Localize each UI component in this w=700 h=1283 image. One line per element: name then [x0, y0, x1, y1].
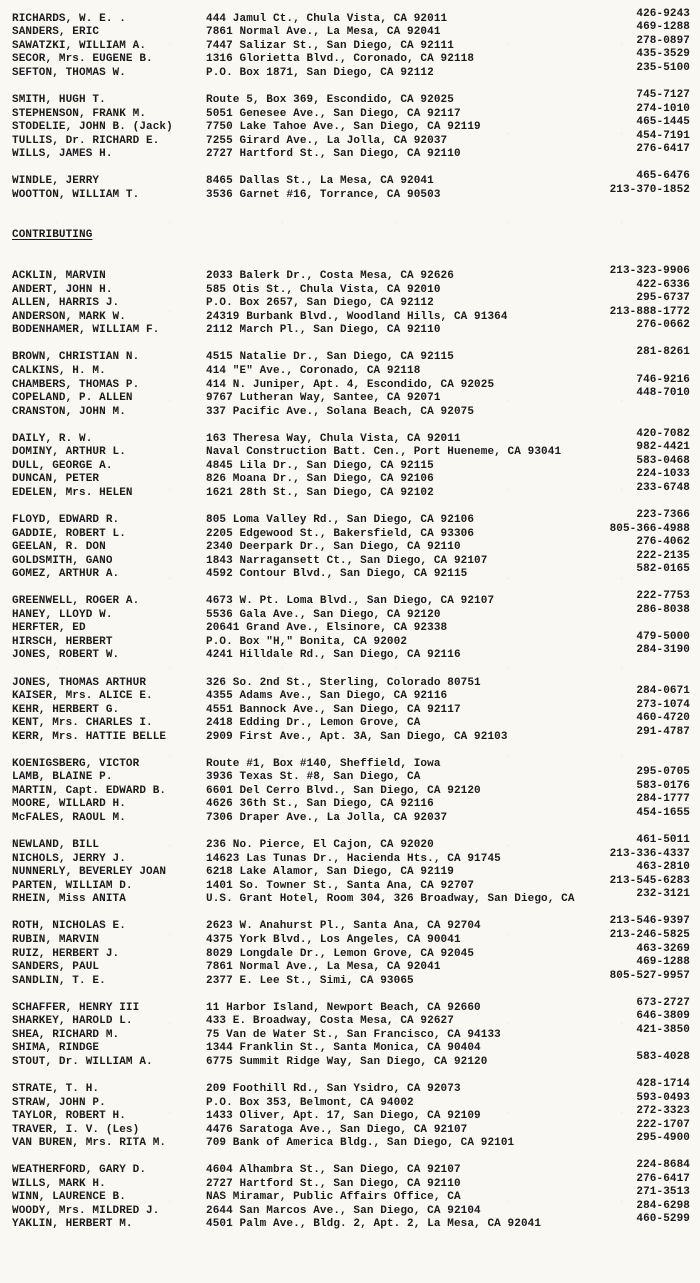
member-phone: 469-1288: [636, 21, 690, 34]
member-name: KOENIGSBERG, VICTOR: [12, 757, 140, 770]
member-name: ALLEN, HARRIS J.: [12, 297, 120, 310]
member-address: 6601 Del Cerro Blvd., San Diego, CA 92120: [206, 784, 481, 797]
member-name: RUBIN, MARVIN: [12, 933, 100, 946]
member-phone: 222-2135: [636, 549, 690, 562]
member-name: KAISER, Mrs. ALICE E.: [12, 690, 153, 703]
member-address: 14623 Las Tunas Dr., Hacienda Hts., CA 91745: [206, 852, 501, 865]
member-name: CRANSTON, JOHN M.: [12, 405, 126, 418]
member-address: 75 Van de Water St., San Francisco, CA 94133: [206, 1028, 501, 1041]
member-address: 2727 Hartford St., San Diego, CA 92110: [206, 148, 461, 161]
member-phone: 593-0493: [636, 1091, 690, 1104]
member-address: 4375 York Blvd., Los Angeles, CA 90041: [206, 933, 461, 946]
member-name: WOOTTON, WILLIAM T.: [12, 188, 140, 201]
directory-group: [0, 834, 700, 906]
member-address: 709 Bank of America Bldg., San Diego, CA 92101: [206, 1137, 515, 1150]
member-address: 7447 Salizar St., San Diego, CA 92111: [206, 39, 454, 52]
member-name: WINN, LAURENCE B.: [12, 1191, 126, 1204]
member-address: 5536 Gala Ave., San Diego, CA 92120: [206, 608, 441, 621]
member-phone: 213-336-4337: [609, 847, 690, 860]
member-address: 1843 Narragansett Ct., San Diego, CA 92107: [206, 554, 488, 567]
member-address: 4845 Lila Dr., San Diego, CA 92115: [206, 459, 434, 472]
member-name: TULLIS, Dr. RICHARD E.: [12, 134, 160, 147]
member-name: HIRSCH, HERBERT: [12, 635, 113, 648]
directory-group: [0, 590, 700, 663]
member-name: SANDLIN, T. E.: [12, 974, 106, 987]
member-phone: 435-3529: [636, 48, 690, 61]
member-address: 1316 Glorietta Blvd., Coronado, CA 92118: [206, 53, 475, 66]
member-name: ANDERSON, MARK W.: [12, 310, 126, 323]
member-phone: 284-1777: [636, 793, 690, 806]
member-phone: 583-0468: [636, 454, 690, 467]
directory-row: [0, 405, 700, 419]
member-address: 4626 36th St., San Diego, CA 92116: [206, 798, 434, 811]
member-address: 2340 Deerpark Dr., San Diego, CA 92110: [206, 541, 461, 554]
member-name: MOORE, WILLARD H.: [12, 798, 126, 811]
directory-row: [0, 725, 700, 744]
member-name: STRATE, T. H.: [12, 1082, 100, 1095]
member-address: 2727 Hartford St., San Diego, CA 92110: [206, 1177, 461, 1190]
member-phone: 213-323-9906: [609, 265, 690, 278]
member-phone: 213-888-1772: [609, 305, 690, 318]
directory-row: [0, 603, 700, 622]
member-phone: 272-3323: [636, 1105, 690, 1118]
member-phone: 469-1288: [636, 956, 690, 969]
member-name: WILLS, JAMES H.: [12, 148, 113, 161]
directory-row: [0, 1132, 700, 1150]
directory-row: [0, 1213, 700, 1232]
member-name: JONES, ROBERT W.: [12, 649, 120, 662]
member-address: 8029 Longdale Dr., Lemon Grove, CA 92045: [206, 947, 475, 960]
member-name: SHIMA, RINDGE: [12, 1042, 100, 1055]
member-phone: 284-3190: [636, 644, 690, 657]
member-address: 6218 Lake Alamor, San Diego, CA 92119: [206, 866, 454, 879]
member-address: 8465 Dallas St., La Mesa, CA 92041: [206, 175, 434, 188]
directory-row: [0, 807, 700, 825]
member-phone: 465-6476: [636, 170, 690, 183]
member-address: 6775 Summit Ridge Way, San Diego, CA 92120: [206, 1055, 488, 1068]
directory-group: [0, 1077, 700, 1150]
member-name: BODENHAMER, WILLIAM F.: [12, 324, 160, 337]
member-name: WEATHERFORD, GARY D.: [12, 1164, 147, 1177]
member-phone: 224-8684: [636, 1159, 690, 1172]
directory-row: [0, 563, 700, 581]
member-address: 7255 Girard Ave., La Jolla, CA 92037: [206, 134, 448, 147]
member-phone: 746-9216: [636, 373, 690, 386]
member-name: BROWN, CHRISTIAN N.: [12, 351, 140, 364]
member-phone: 805-366-4988: [609, 522, 690, 535]
member-phone: 222-1707: [636, 1118, 690, 1131]
member-phone: 673-2727: [636, 996, 690, 1009]
member-address: 1401 So. Towner St., Santa Ana, CA 92707: [206, 879, 475, 892]
member-address: P.O. Box 353, Belmont, CA 94002: [206, 1096, 414, 1109]
member-name: RICHARDS, W. E. .: [12, 12, 126, 25]
member-address: 805 Loma Valley Rd., San Diego, CA 92106: [206, 514, 475, 526]
member-phone: 213-545-6283: [609, 874, 690, 887]
member-phone: 479-5000: [636, 630, 690, 643]
member-address: 2112 March Pl., San Diego, CA 92110: [206, 324, 441, 337]
member-phone: 213-546-9397: [609, 915, 690, 928]
member-phone: 454-1655: [636, 807, 690, 820]
directory-group: [0, 89, 700, 161]
member-address: 3536 Garnet #16, Torrance, CA 90503: [206, 188, 441, 201]
member-name: COPELAND, P. ALLEN: [12, 392, 133, 405]
member-name: FLOYD, EDWARD R.: [12, 514, 120, 526]
section-header-contributing: CONTRIBUTING: [12, 228, 93, 241]
directory-row: [0, 346, 700, 365]
member-phone: 223-7366: [636, 509, 690, 521]
member-address: P.O. Box 1871, San Diego, CA 92112: [206, 66, 434, 79]
directory-group: [0, 996, 700, 1069]
member-address: Naval Construction Batt. Cen., Port Hueneme, CA 93041: [206, 446, 562, 459]
member-address: 585 Otis St., Chula Vista, CA 92010: [206, 283, 441, 296]
member-address: 2623 W. Anahurst Pl., Santa Ana, CA 92704: [206, 920, 481, 933]
member-phone: 284-6298: [636, 1199, 690, 1212]
member-phone: 461-5011: [636, 834, 690, 847]
directory-group: [0, 346, 700, 419]
member-address: 7861 Normal Ave., La Mesa, CA 92041: [206, 26, 441, 39]
member-address: 414 "E" Ave., Coronado, CA 92118: [206, 364, 421, 377]
member-address: 4501 Palm Ave., Bldg. 2, Apt. 2, La Mesa, CA 92041: [206, 1218, 542, 1231]
directory-group: [0, 1159, 700, 1231]
member-name: SEFTON, THOMAS W.: [12, 66, 126, 79]
member-address: 2377 E. Lee St., Simi, CA 93065: [206, 974, 414, 987]
member-phone: 213-246-5825: [609, 928, 690, 941]
directory-row: [0, 61, 700, 80]
member-phone: 222-7753: [636, 590, 690, 603]
member-address: 2418 Edding Dr., Lemon Grove, CA: [206, 717, 421, 730]
member-name: GREENWELL, ROGER A.: [12, 595, 140, 608]
member-phone: 426-9243: [636, 7, 690, 20]
member-name: KENT, Mrs. CHARLES I.: [12, 717, 153, 730]
member-name: SCHAFFER, HENRY III: [12, 1001, 140, 1014]
member-name: SANDERS, ERIC: [12, 26, 100, 39]
member-phone: 460-4720: [636, 712, 690, 725]
member-address: 4476 Saratoga Ave., San Diego, CA 92107: [206, 1123, 468, 1136]
member-name: DUNCAN, PETER: [12, 473, 100, 486]
member-phone: 271-3513: [636, 1186, 690, 1199]
member-name: SANDERS, PAUL: [12, 961, 100, 974]
member-address: 2644 San Marcos Ave., San Diego, CA 92104: [206, 1204, 481, 1217]
directory-group: [0, 265, 700, 337]
directory-row: [0, 969, 700, 988]
member-address: 20641 Grand Ave., Elsinore, CA 92338: [206, 622, 448, 635]
member-phone: 582-0165: [636, 563, 690, 576]
member-phone: 805-527-9957: [609, 969, 690, 982]
member-name: PARTEN, WILLIAM D.: [12, 879, 133, 892]
directory-row: [0, 387, 700, 405]
member-name: SHEA, RICHARD M.: [12, 1028, 120, 1041]
member-address: U.S. Grant Hotel, Room 304, 326 Broadway, San Diego, CA: [206, 893, 575, 906]
member-phone: 463-3269: [636, 942, 690, 955]
member-address: 4355 Adams Ave., San Diego, CA 92116: [206, 690, 448, 703]
member-address: 236 No. Pierce, El Cajon, CA 92020: [206, 839, 434, 852]
member-address: 4604 Alhambra St., San Diego, CA 92107: [206, 1164, 461, 1177]
member-name: LAMB, BLAINE P.: [12, 771, 113, 784]
member-address: 7306 Draper Ave., La Jolla, CA 92037: [206, 812, 448, 825]
member-address: 4241 Hilldale Rd., San Diego, CA 92116: [206, 649, 461, 662]
member-address: 4673 W. Pt. Loma Blvd., San Diego, CA 92107: [206, 595, 495, 608]
directory-row: [0, 888, 700, 907]
member-name: SAWATZKI, WILLIAM A.: [12, 39, 147, 52]
directory-row: [0, 481, 700, 500]
member-address: 5051 Genesee Ave., San Diego, CA 92117: [206, 107, 461, 120]
member-phone: 422-6336: [636, 278, 690, 291]
member-name: WILLS, MARK H.: [12, 1177, 106, 1190]
member-name: ACKLIN, MARVIN: [12, 270, 106, 283]
member-address: 4592 Contour Blvd., San Diego, CA 92115: [206, 568, 468, 581]
member-name: GOLDSMITH, GANO: [12, 554, 113, 567]
member-address: 7750 Lake Tahoe Ave., San Diego, CA 92119: [206, 121, 481, 134]
member-name: TAYLOR, ROBERT H.: [12, 1110, 126, 1123]
member-phone: 646-3809: [636, 1010, 690, 1023]
member-address: Route #1, Box #140, Sheffield, Iowa: [206, 757, 441, 770]
member-name: WINDLE, JERRY: [12, 175, 100, 188]
member-address: NAS Miramar, Public Affairs Office, CA: [206, 1191, 461, 1204]
member-phone: 295-0705: [636, 766, 690, 779]
member-name: DAILY, R. W.: [12, 432, 93, 445]
member-phone: 273-1074: [636, 698, 690, 711]
member-address: 433 E. Broadway, Costa Mesa, CA 92627: [206, 1015, 454, 1028]
member-phone: 276-4062: [636, 536, 690, 549]
member-phone: 295-6737: [636, 292, 690, 305]
member-name: HERFTER, ED: [12, 622, 86, 635]
directory-group: [0, 170, 700, 202]
member-name: TRAVER, I. V. (Les): [12, 1123, 140, 1136]
member-name: SHARKEY, HAROLD L.: [12, 1015, 133, 1028]
member-phone: 233-6748: [636, 481, 690, 494]
member-name: STRAW, JOHN P.: [12, 1096, 106, 1109]
member-name: VAN BUREN, Mrs. RITA M.: [12, 1137, 167, 1150]
member-phone: 460-5299: [636, 1213, 690, 1226]
member-address: 2205 Edgewood St., Bakersfield, CA 93306: [206, 527, 475, 540]
directory-row: [0, 143, 700, 161]
member-address: 1433 Oliver, Apt. 17, San Diego, CA 92109: [206, 1110, 481, 1123]
member-phone: 274-1010: [636, 102, 690, 115]
directory-row: [0, 644, 700, 663]
member-name: GOMEZ, ARTHUR A.: [12, 568, 120, 581]
member-phone: 291-4787: [636, 725, 690, 738]
member-address: 9767 Lutheran Way, Santee, CA 92071: [206, 392, 441, 405]
member-address: Route 5, Box 369, Escondido, CA 92025: [206, 94, 454, 107]
member-address: 414 N. Juniper, Apt. 4, Escondido, CA 92025: [206, 378, 495, 391]
member-name: GEELAN, R. DON: [12, 541, 106, 554]
directory-row: [0, 1050, 700, 1069]
member-address: 2033 Balerk Dr., Costa Mesa, CA 92626: [206, 270, 454, 283]
member-address: P.O. Box 2657, San Diego, CA 92112: [206, 297, 434, 310]
member-phone: 583-4028: [636, 1050, 690, 1063]
member-phone: 284-0671: [636, 685, 690, 698]
member-address: 1344 Franklin St., Santa Monica, CA 90404: [206, 1042, 481, 1055]
directory-row: [0, 1023, 700, 1042]
member-name: KEHR, HERBERT G.: [12, 703, 120, 716]
member-name: STEPHENSON, FRANK M.: [12, 107, 147, 120]
member-address: 326 So. 2nd St., Sterling, Colorado 80751: [206, 676, 481, 689]
member-name: DULL, GEORGE A.: [12, 459, 113, 472]
member-name: DOMINY, ARTHUR L.: [12, 446, 126, 459]
member-address: 209 Foothill Rd., San Ysidro, CA 92073: [206, 1082, 461, 1095]
member-phone: 463-2810: [636, 861, 690, 874]
member-address: 2909 First Ave., Apt. 3A, San Diego, CA 92103: [206, 730, 508, 743]
member-name: McFALES, RAOUL M.: [12, 812, 126, 825]
member-address: 163 Theresa Way, Chula Vista, CA 92011: [206, 432, 461, 445]
member-phone: 232-3121: [636, 888, 690, 901]
member-name: JONES, THOMAS ARTHUR: [12, 676, 147, 689]
member-name: STOUT, Dr. WILLIAM A.: [12, 1055, 153, 1068]
member-address: 3936 Texas St. #8, San Diego, CA: [206, 771, 421, 784]
member-name: SMITH, HUGH T.: [12, 94, 106, 107]
member-phone: 982-4421: [636, 441, 690, 454]
directory-group: [0, 915, 700, 988]
member-name: RUIZ, HERBERT J.: [12, 947, 120, 960]
member-name: RHEIN, Miss ANITA: [12, 893, 126, 906]
member-address: 1621 28th St., San Diego, CA 92102: [206, 486, 434, 499]
member-name: STODELIE, JOHN B. (Jack): [12, 121, 173, 134]
directory-group: [0, 757, 700, 825]
member-phone: 428-1714: [636, 1077, 690, 1090]
member-address: 444 Jamul Ct., Chula Vista, CA 92011: [206, 12, 448, 25]
member-address: 826 Moana Dr., San Diego, CA 92106: [206, 473, 434, 486]
directory-group: [0, 7, 700, 80]
member-address: 7861 Normal Ave., La Mesa, CA 92041: [206, 961, 441, 974]
member-name: WOODY, Mrs. MILDRED J.: [12, 1204, 160, 1217]
member-name: NUNNERLY, BEVERLEY JOAN: [12, 866, 167, 879]
member-phone: 454-7191: [636, 129, 690, 142]
member-phone: 421-3850: [636, 1023, 690, 1036]
member-name: ROTH, NICHOLAS E.: [12, 920, 126, 933]
member-name: CHAMBERS, THOMAS P.: [12, 378, 140, 391]
member-name: NEWLAND, BILL: [12, 839, 100, 852]
member-phone: 224-1033: [636, 468, 690, 481]
member-name: YAKLIN, HERBERT M.: [12, 1218, 133, 1231]
member-phone: 235-5100: [636, 61, 690, 74]
directory-row: [0, 183, 700, 202]
member-phone: 745-7127: [636, 89, 690, 102]
member-address: 4551 Bannock Ave., San Diego, CA 92117: [206, 703, 461, 716]
member-name: MARTIN, Capt. EDWARD B.: [12, 784, 167, 797]
member-name: GADDIE, ROBERT L.: [12, 527, 126, 540]
member-phone: 278-0897: [636, 34, 690, 47]
member-name: NICHOLS, JERRY J.: [12, 852, 126, 865]
member-name: KERR, Mrs. HATTIE BELLE: [12, 730, 167, 743]
directory-row: [0, 319, 700, 338]
member-address: 337 Pacific Ave., Solana Beach, CA 92075: [206, 405, 475, 418]
member-phone: 281-8261: [636, 346, 690, 359]
directory-group: [0, 676, 700, 744]
member-name: ANDERT, JOHN H.: [12, 283, 113, 296]
member-phone: 448-7010: [636, 387, 690, 400]
member-name: EDELEN, Mrs. HELEN: [12, 486, 133, 499]
member-phone: 465-1445: [636, 116, 690, 129]
member-phone: 295-4900: [636, 1132, 690, 1145]
member-phone: 213-370-1852: [609, 183, 690, 196]
directory-group: [0, 427, 700, 500]
member-name: CALKINS, H. M.: [12, 364, 106, 377]
member-phone: 276-6417: [636, 1172, 690, 1185]
member-name: SECOR, Mrs. EUGENE B.: [12, 53, 153, 66]
member-phone: 420-7082: [636, 427, 690, 440]
member-phone: 276-6417: [636, 143, 690, 156]
member-address: 24319 Burbank Blvd., Woodland Hills, CA 91364: [206, 310, 508, 323]
member-phone: 276-0662: [636, 319, 690, 332]
member-phone: 286-8038: [636, 603, 690, 616]
member-address: P.O. Box "H," Bonita, CA 92002: [206, 635, 408, 648]
member-phone: 583-0176: [636, 779, 690, 792]
directory-group: [0, 509, 700, 581]
member-name: HANEY, LLOYD W.: [12, 608, 113, 621]
member-address: 4515 Natalie Dr., San Diego, CA 92115: [206, 351, 454, 364]
member-address: 11 Harbor Island, Newport Beach, CA 92660: [206, 1001, 481, 1014]
